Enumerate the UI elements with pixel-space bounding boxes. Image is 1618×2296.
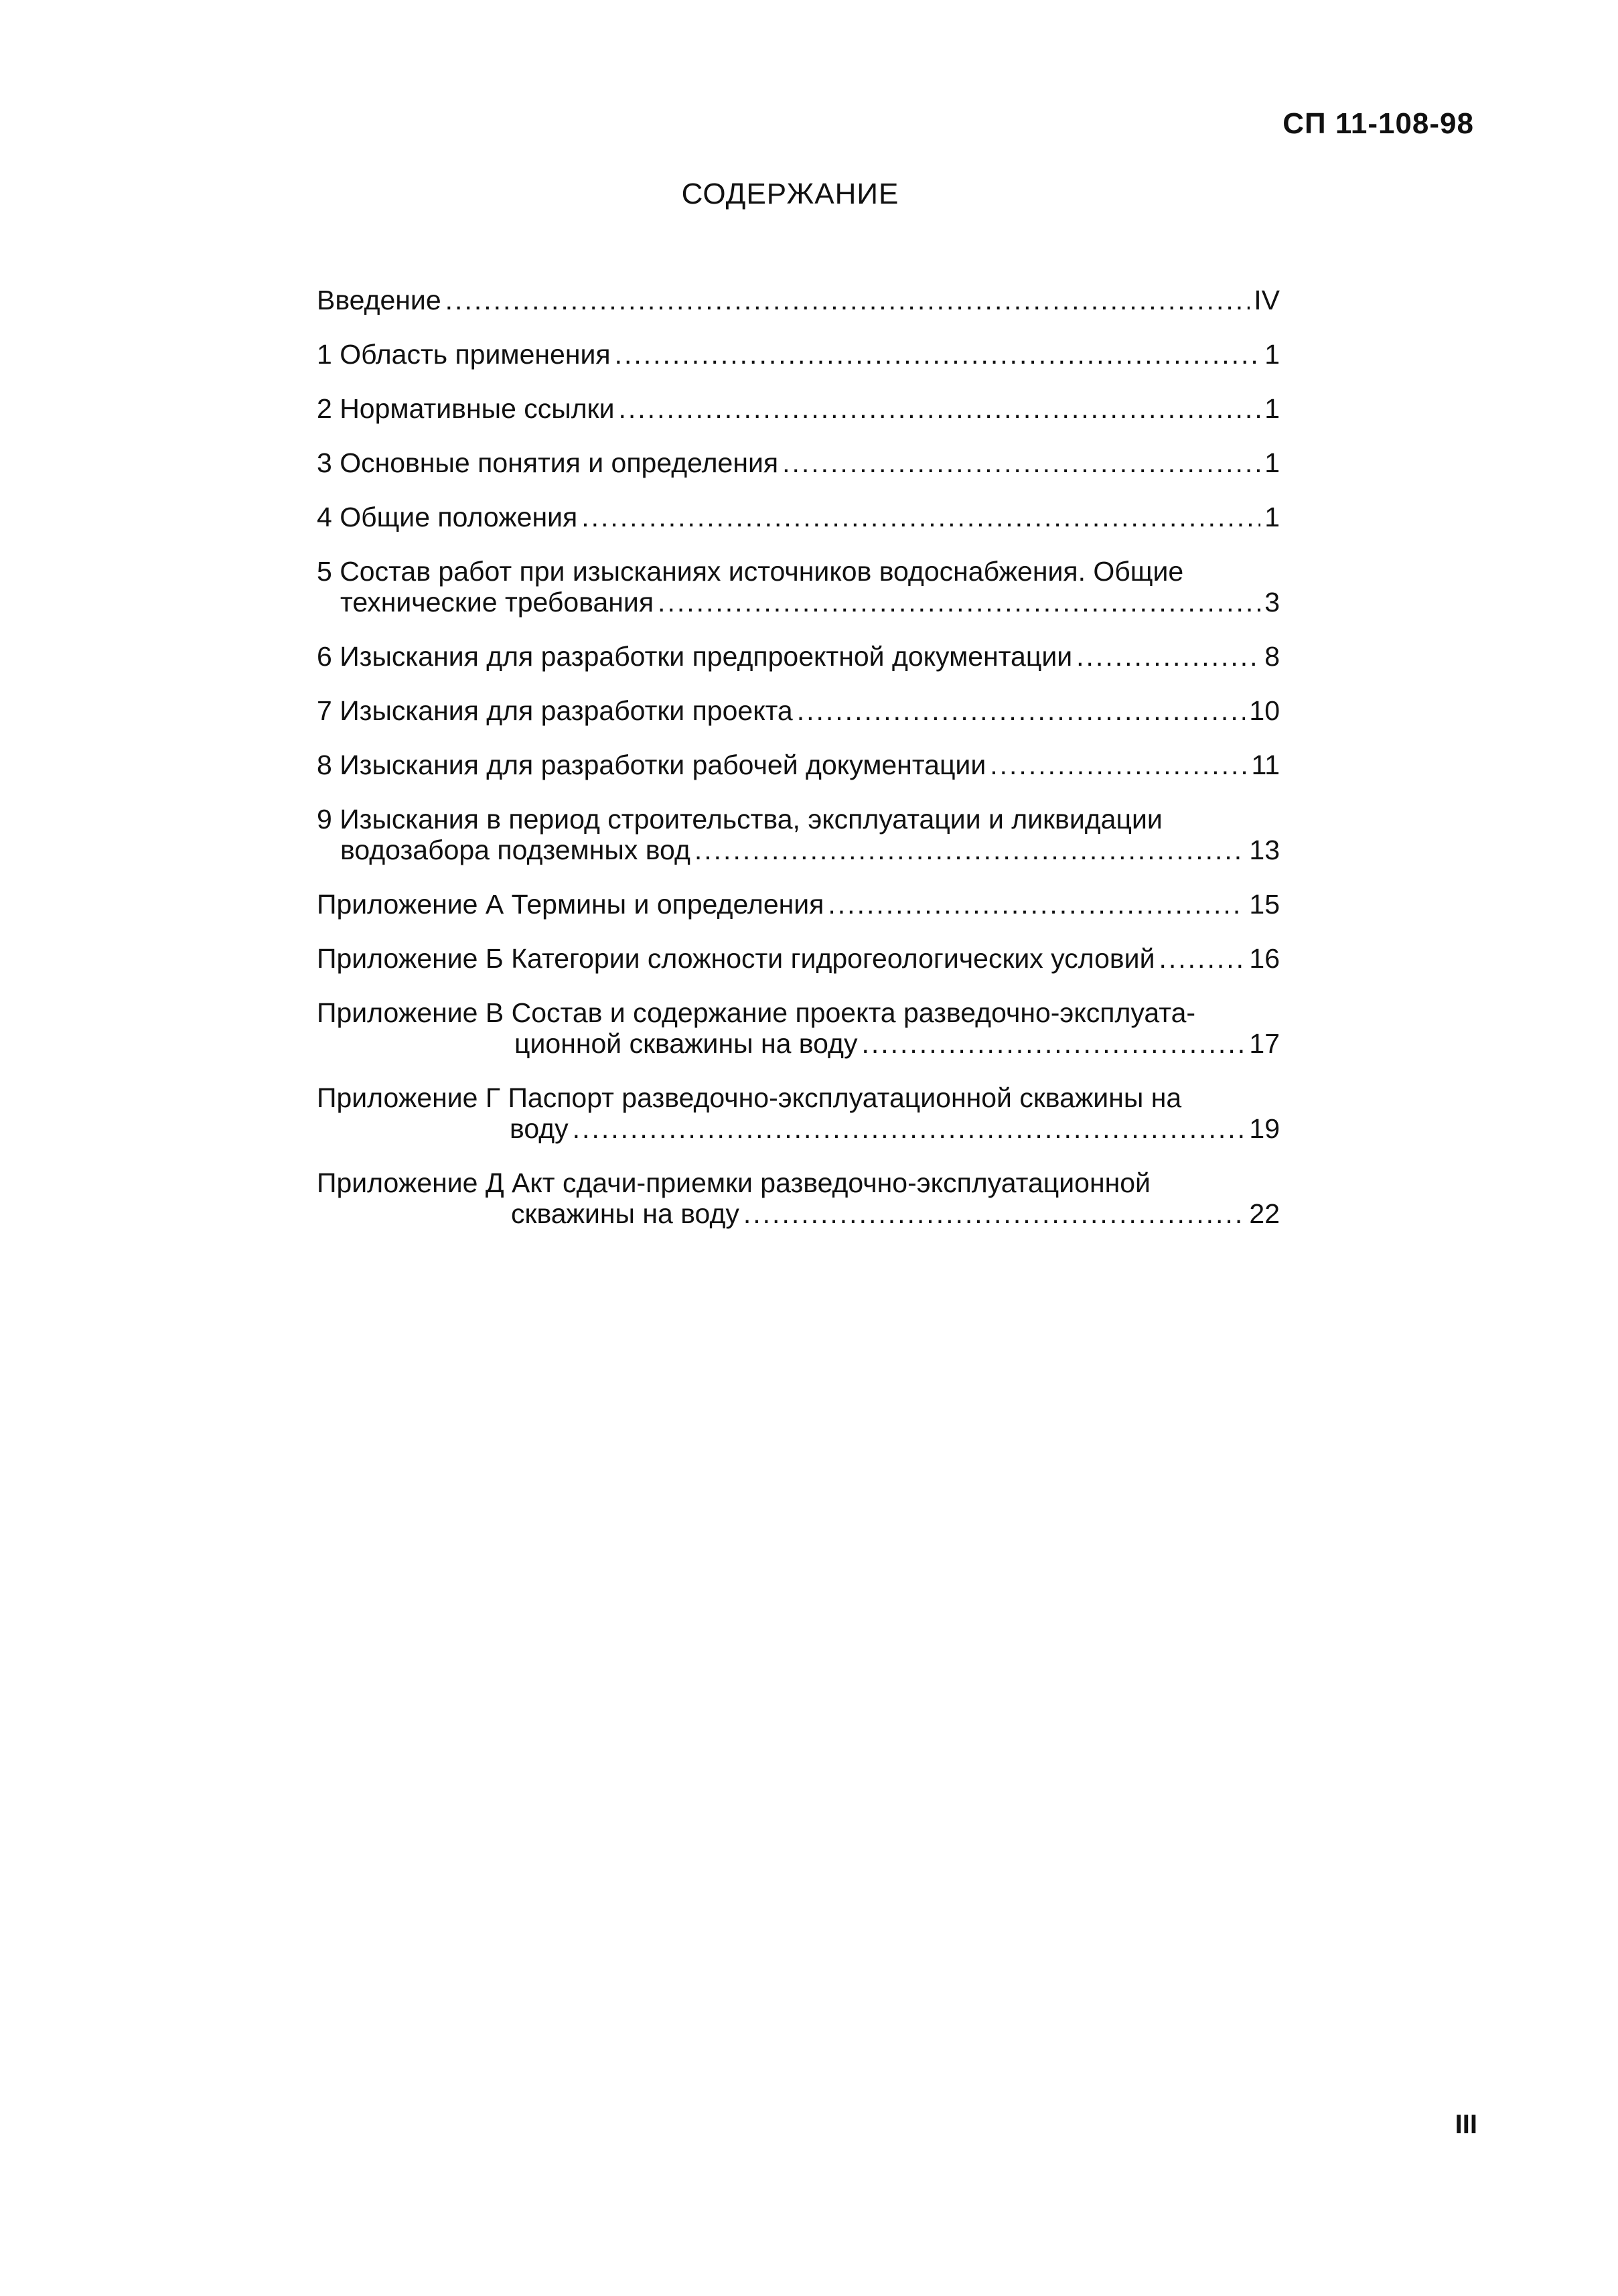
- toc-entry-text: Приложение Б Категории сложности гидрогеологических условий: [317, 943, 1155, 974]
- toc-line: [317, 889, 1280, 920]
- dot-leader: [782, 447, 1260, 478]
- dot-leader: [445, 285, 1250, 315]
- toc-page-number: 1: [1264, 393, 1280, 424]
- dot-leader: [743, 1198, 1246, 1229]
- dot-leader: [1076, 641, 1260, 672]
- toc-page-number: 13: [1249, 835, 1280, 865]
- toc-entry-text: 1 Область применения: [317, 339, 611, 370]
- dot-leader: [615, 339, 1261, 370]
- dot-leader: [861, 1028, 1245, 1059]
- table-of-contents: [317, 285, 1280, 1252]
- toc-entry-section-4[interactable]: [317, 502, 1280, 532]
- toc-line: [317, 502, 1280, 532]
- toc-entry-appendix-b[interactable]: [317, 943, 1280, 974]
- toc-entry-text-line-1: Приложение В Состав и содержание проекта разведочно-эксплуата-: [317, 997, 1196, 1028]
- toc-entry-section-7[interactable]: [317, 695, 1280, 726]
- toc-line: [317, 641, 1280, 672]
- toc-line: [317, 1198, 1280, 1229]
- toc-entry-text-line-1: 9 Изыскания в период строительства, эксплуатации и ликвидации: [317, 804, 1163, 835]
- toc-line: [317, 835, 1280, 865]
- toc-entry-text-line-2: водозабора подземных вод: [340, 835, 690, 865]
- toc-entry-section-6[interactable]: [317, 641, 1280, 672]
- toc-page-number: 1: [1264, 447, 1280, 478]
- toc-entry-text-line-2: скважины на воду: [511, 1198, 739, 1229]
- toc-entry-section-5[interactable]: [317, 556, 1280, 618]
- toc-entry-section-8[interactable]: [317, 749, 1280, 780]
- dot-leader: [828, 889, 1245, 920]
- dot-leader: [619, 393, 1261, 424]
- toc-entry-appendix-a[interactable]: [317, 889, 1280, 920]
- toc-entry-text-line-2: воду: [510, 1113, 569, 1144]
- toc-entry-text: Введение: [317, 285, 441, 315]
- dot-leader: [658, 587, 1260, 618]
- toc-page-number: 22: [1249, 1198, 1280, 1229]
- toc-entry-section-1[interactable]: [317, 339, 1280, 370]
- toc-page-number: 3: [1264, 587, 1280, 618]
- toc-entry-section-9[interactable]: [317, 804, 1280, 865]
- toc-line: [317, 339, 1280, 370]
- dot-leader: [990, 749, 1247, 780]
- toc-entry-text: 6 Изыскания для разработки предпроектной документации: [317, 641, 1073, 672]
- toc-entry-text: 4 Общие положения: [317, 502, 578, 532]
- toc-entry-text: 3 Основные понятия и определения: [317, 447, 779, 478]
- toc-entry-appendix-d[interactable]: [317, 1167, 1280, 1229]
- toc-entry-text-line-1: Приложение Д Акт сдачи-приемки разведочно-эксплуатационной: [317, 1167, 1151, 1198]
- toc-entry-text: Приложение А Термины и определения: [317, 889, 824, 920]
- document-code: СП 11-108-98: [1282, 107, 1474, 140]
- toc-page-number: 16: [1249, 943, 1280, 974]
- toc-entry-text: 8 Изыскания для разработки рабочей документации: [317, 749, 986, 780]
- toc-line: [317, 943, 1280, 974]
- page-title: СОДЕРЖАНИЕ: [681, 177, 899, 210]
- dot-leader: [581, 502, 1260, 532]
- toc-line: [317, 393, 1280, 424]
- toc-entry-introduction[interactable]: [317, 285, 1280, 315]
- toc-line: [317, 1113, 1280, 1144]
- toc-entry-appendix-v[interactable]: [317, 997, 1280, 1059]
- toc-entry-text-line-1: Приложение Г Паспорт разведочно-эксплуатационной скважины на: [317, 1082, 1182, 1113]
- toc-entry-text: 2 Нормативные ссылки: [317, 393, 615, 424]
- toc-entry-appendix-g[interactable]: [317, 1082, 1280, 1144]
- toc-line: [317, 749, 1280, 780]
- toc-page-number: IV: [1254, 285, 1280, 315]
- dot-leader: [694, 835, 1246, 865]
- toc-line: [317, 587, 1280, 618]
- toc-page-number: 8: [1264, 641, 1280, 672]
- toc-entry-text-line-2: технические требования: [340, 587, 654, 618]
- toc-page-number: 1: [1264, 339, 1280, 370]
- toc-entry-section-2[interactable]: [317, 393, 1280, 424]
- toc-page-number: 10: [1249, 695, 1280, 726]
- dot-leader: [797, 695, 1246, 726]
- toc-page-number: 1: [1264, 502, 1280, 532]
- dot-leader: [573, 1113, 1246, 1144]
- toc-line: [317, 285, 1280, 315]
- toc-line: [317, 695, 1280, 726]
- toc-page-number: 15: [1249, 889, 1280, 920]
- toc-entry-text-line-1: 5 Состав работ при изысканиях источников водоснабжения. Общие: [317, 556, 1184, 587]
- toc-entry-text-line-2: ционной скважины на воду: [514, 1028, 858, 1059]
- toc-page-number: 17: [1249, 1028, 1280, 1059]
- page-number: III: [1455, 2110, 1477, 2139]
- toc-page-number: 19: [1249, 1113, 1280, 1144]
- toc-page-number: 11: [1251, 749, 1280, 780]
- toc-entry-text: 7 Изыскания для разработки проекта: [317, 695, 793, 726]
- toc-entry-section-3[interactable]: [317, 447, 1280, 478]
- toc-line: [317, 447, 1280, 478]
- toc-line: [317, 1028, 1280, 1059]
- dot-leader: [1159, 943, 1245, 974]
